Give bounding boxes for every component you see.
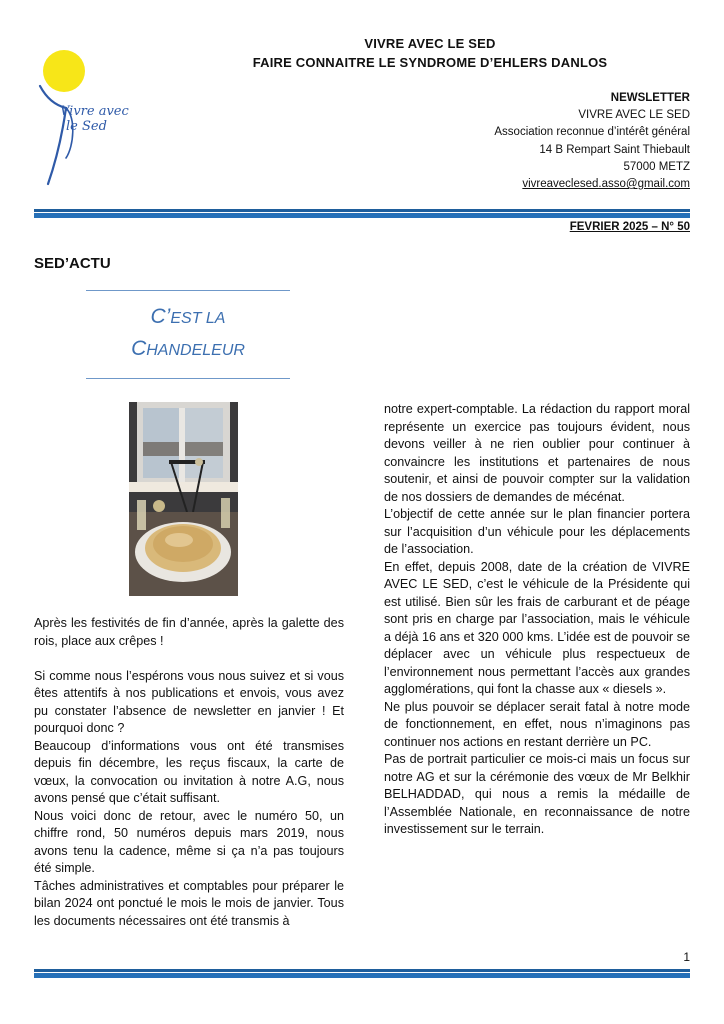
paragraph: Nous voici donc de retour, avec le numéro 50, un chiffre rond, 50 numéros depuis mars 2019, nous avons tenu la cadence, même si ça n’a pas toujours été simple. xyxy=(34,808,344,875)
logo-line1: Vivre avec xyxy=(60,104,129,119)
header-divider xyxy=(34,209,690,218)
paragraph: Tâches administratives et comptables pour préparer le bilan 2024 ont ponctué le mois le mois de janvier. Tous les documents nécessaires ont été transmis à xyxy=(34,878,344,928)
left-column xyxy=(34,615,344,930)
paragraph: L’objectif de cette année sur le plan financier portera sur l’acquisition d’un véhicule pour les déplacements de l’association. xyxy=(384,507,690,556)
sun-icon xyxy=(43,50,85,92)
figure-icon xyxy=(40,86,66,184)
contact-info xyxy=(494,90,690,193)
header-title-line1: VIVRE AVEC LE SED xyxy=(364,36,496,51)
headline-rule-bottom xyxy=(86,378,290,379)
headline-line1-rest: EST LA xyxy=(170,310,226,327)
paragraph: Beaucoup d’informations vous ont été transmises depuis fin décembre, les reçus fiscaux, la carte de vœux, la convocation ou invitation à notre A.G, nous avons pensé que c’était suffisant. xyxy=(34,738,344,805)
paragraph: Si comme nous l’espérons vous nous suivez et si vous êtes attentifs à nos publications et envois, vous avez pu constater l’absence de newsletter en janvier ! Et pourquoi donc ? xyxy=(34,668,344,735)
email-link[interactable]: vivreaveclesed.asso@gmail.com xyxy=(522,178,690,191)
paragraph: Après les festivités de fin d’année, après la galette des rois, place aux crêpes ! xyxy=(34,616,344,648)
paragraph: notre expert-comptable. La rédaction du rapport moral représente un exercice pas toujours évident, nous devons veiller à ne rien oublier pour continuer à convaincre les institutions et partenaires de nous soutenir, et ainsi de pouvoir compter sur la validation de nos dossiers de demandes de mécénat. xyxy=(384,402,690,504)
headline-line2-cap: C xyxy=(131,337,147,360)
headline-line2-rest: HANDELEUR xyxy=(146,342,245,359)
paragraph: Pas de portrait particulier ce mois-ci mais un focus sur notre AG et sur la cérémonie des vœux de Mr Belkhir BELHADDAD, qui nous a remis la médaille de l’Assemblée Nationale, en reconnaissance de notre investissement sur le terrain. xyxy=(384,752,690,836)
footer-divider xyxy=(34,969,690,978)
logo-text xyxy=(60,104,129,134)
headline xyxy=(60,302,316,366)
crepes-photo-graphic xyxy=(129,402,238,596)
paragraph: En effet, depuis 2008, date de la création de VIVRE AVEC LE SED, c’est le véhicule de la Présidente qui est utilisé. Bien sûr les frais de carburant et de péage sont pris en charge par l’association, mais le véhicule a déjà 16 ans et 320 000 kms. L’idée est de pouvoir se déplacer avec un véhicule plus respectueux de l’environnement nous permettant l’accès aux grandes agglomérations, qui font la chasse aux « diesels ». xyxy=(384,559,690,696)
address-city: 57000 METZ xyxy=(623,160,690,173)
crepes-photo xyxy=(129,402,238,596)
newsletter-label: NEWSLETTER xyxy=(610,92,690,104)
header-title-line2: FAIRE CONNAITRE LE SYNDROME D’EHLERS DANLOS xyxy=(252,55,608,70)
paragraph: Ne plus pouvoir se déplacer serait fatal à notre mode de fonctionnement, en effet, nous n’imaginons pas continuer nos actions en restant derrière un PC. xyxy=(384,699,690,749)
logo-line2: le Sed xyxy=(66,119,107,134)
org-name: VIVRE AVEC LE SED xyxy=(578,109,690,122)
right-column xyxy=(384,401,690,839)
org-status: Association reconnue d’intérêt général xyxy=(494,126,690,139)
address-street: 14 B Rempart Saint Thiebault xyxy=(539,143,690,156)
page-number: 1 xyxy=(683,950,690,964)
section-title: SED’ACTU xyxy=(34,255,111,272)
headline-rule-top xyxy=(86,290,290,291)
headline-line1-cap: C’ xyxy=(150,305,171,328)
issue-number: FEVRIER 2025 – N° 50 xyxy=(569,221,690,233)
